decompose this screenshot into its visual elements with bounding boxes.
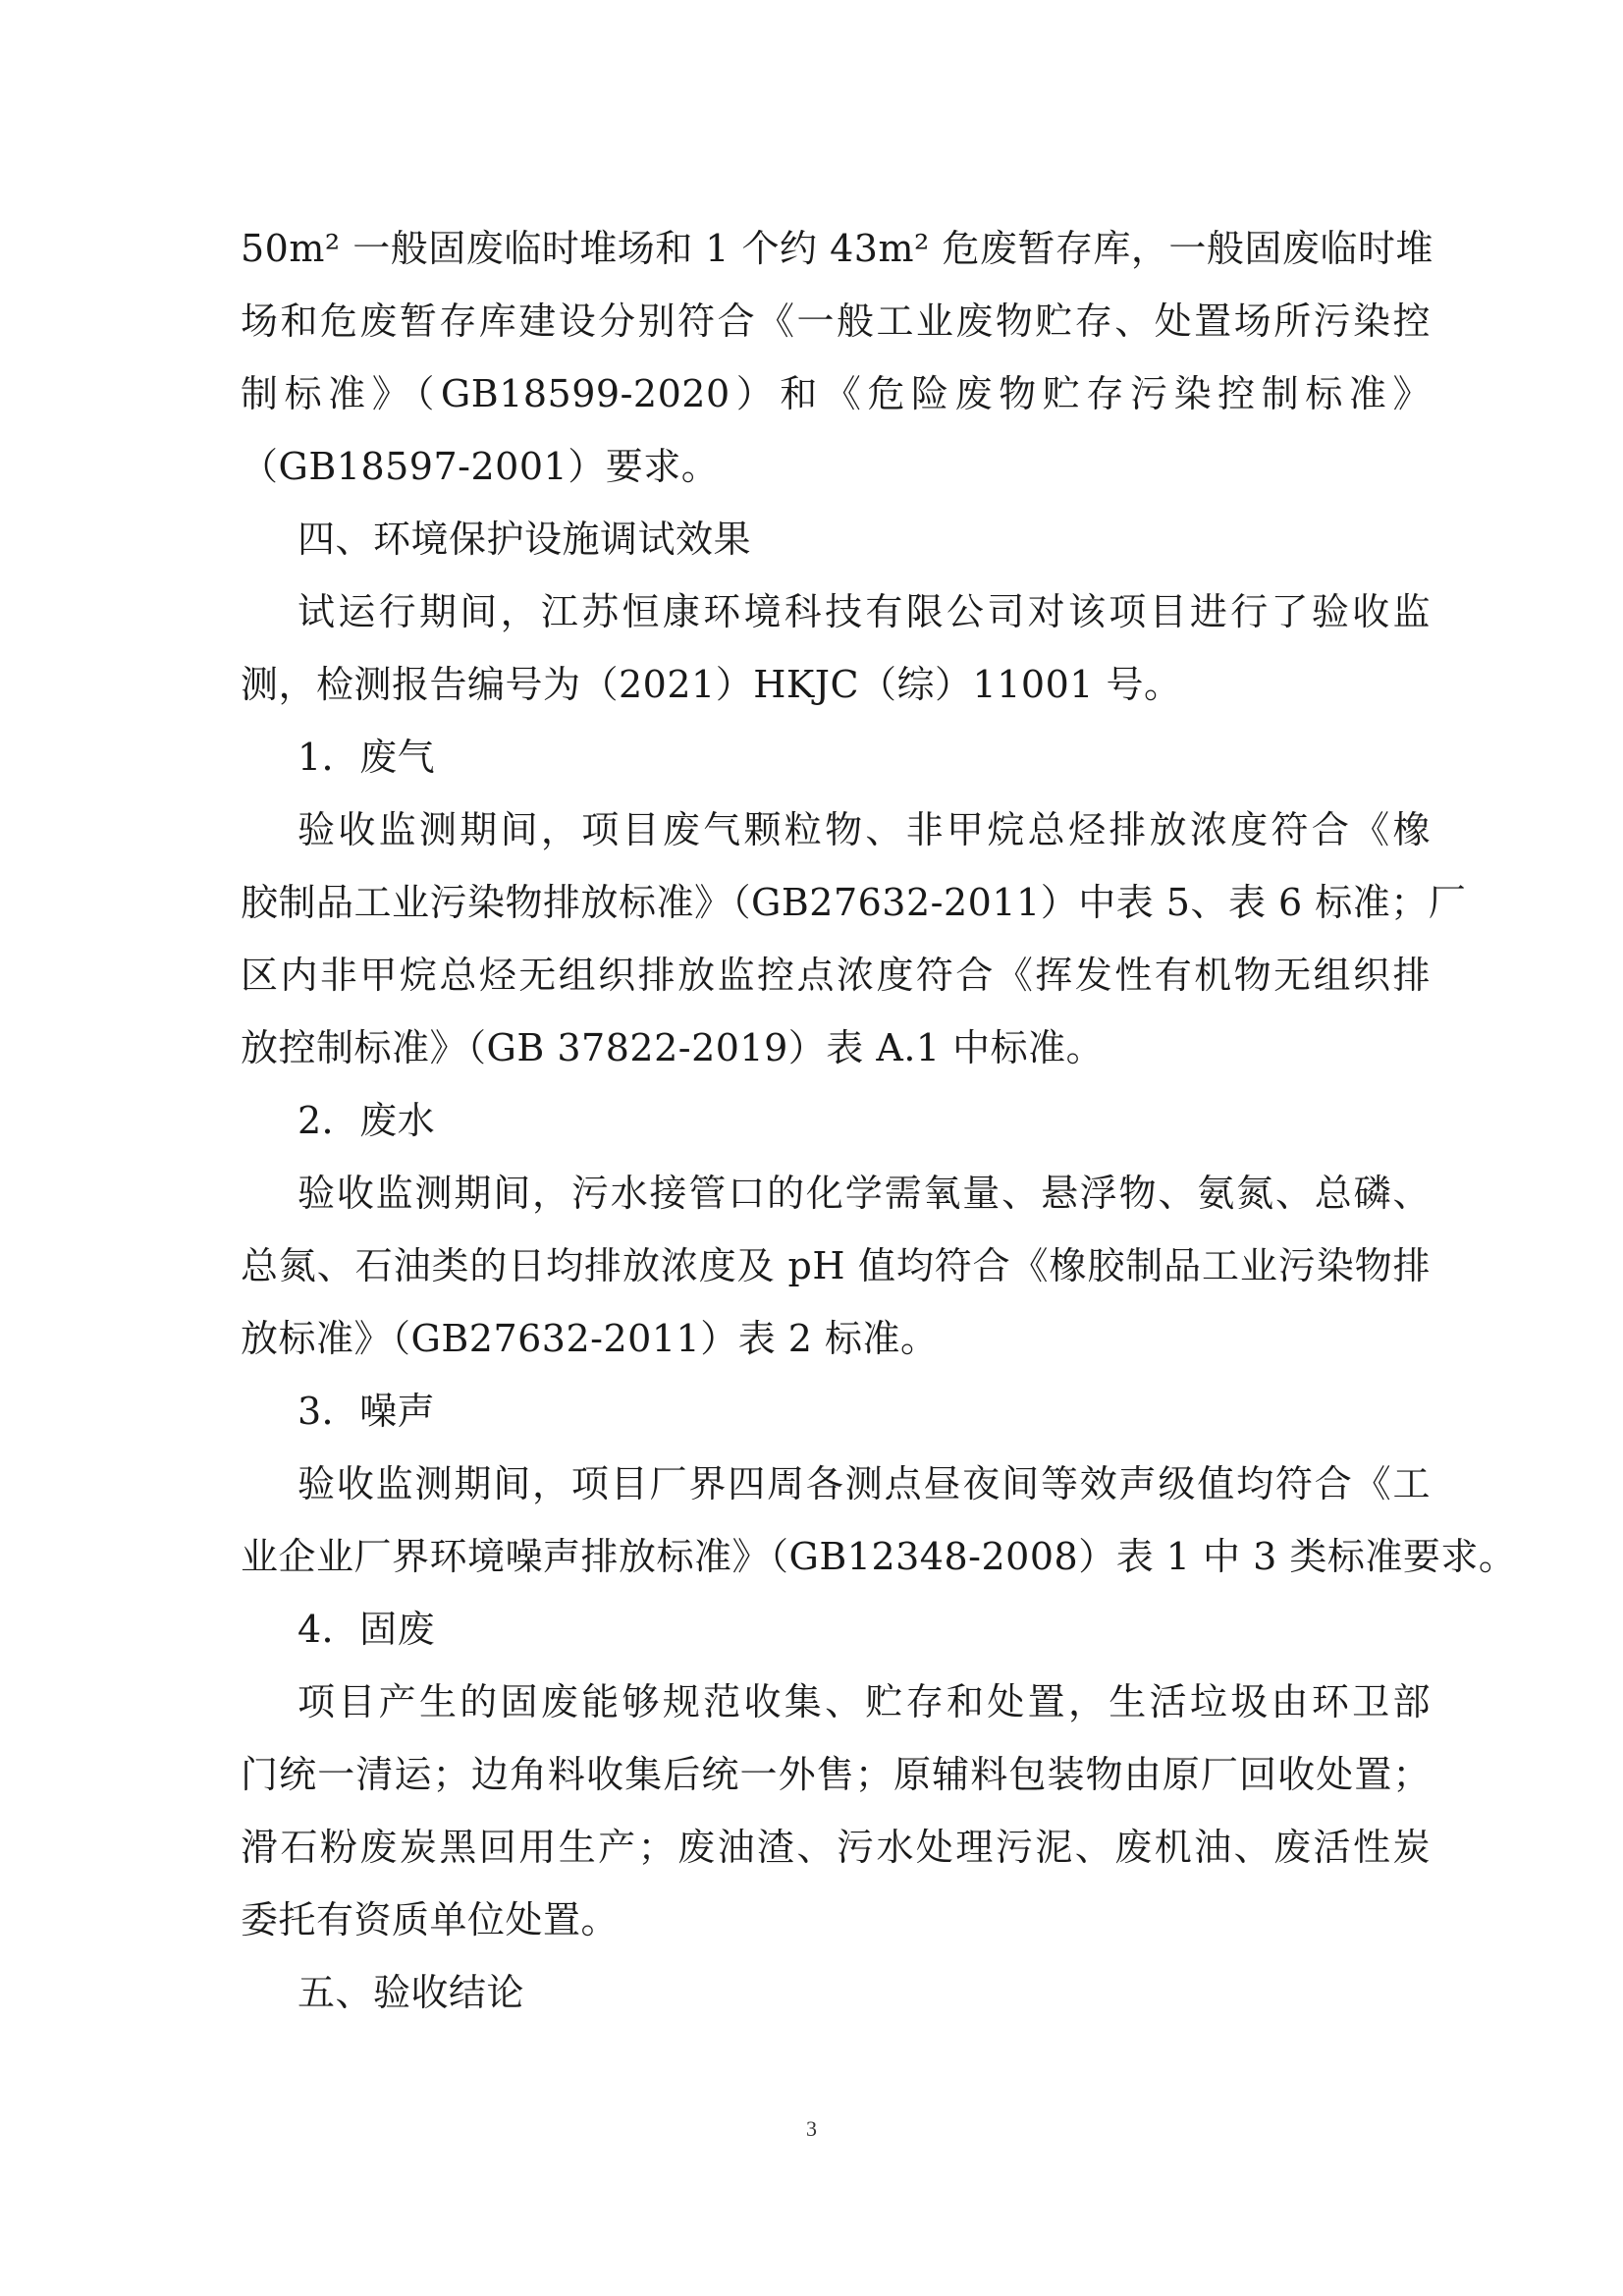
body-line: 试运行期间，江苏恒康环境科技有限公司对该项目进行了验收监	[298, 590, 1431, 633]
subsection-heading: 2．废水	[298, 1099, 436, 1142]
body-line: 验收监测期间，项目废气颗粒物、非甲烷总烃排放浓度符合《橡	[298, 808, 1431, 851]
body-line: 场和危废暂存库建设分别符合《一般工业废物贮存、处置场所污染控	[241, 300, 1431, 343]
body-line: 50m² 一般固废临时堆场和 1 个约 43m² 危废暂存库，一般固废临时堆	[241, 227, 1434, 270]
body-line: 验收监测期间，污水接管口的化学需氧量、悬浮物、氨氮、总磷、	[298, 1172, 1431, 1215]
subsection-heading: 4．固废	[298, 1608, 436, 1651]
body-line: 放控制标准》（GB 37822-2019）表 A.1 中标准。	[241, 1026, 1105, 1069]
body-line: 门统一清运；边角料收集后统一外售；原辅料包装物由原厂回收处置；	[241, 1753, 1431, 1796]
section-heading: 四、环境保护设施调试效果	[298, 518, 752, 561]
body-line: 放标准》（GB27632-2011）表 2 标准。	[241, 1317, 939, 1360]
body-line: 业企业厂界环境噪声排放标准》（GB12348-2008）表 1 中 3 类标准要求。	[241, 1535, 1517, 1578]
body-line: 总氮、石油类的日均排放浓度及 pH 值均符合《橡胶制品工业污染物排	[241, 1244, 1431, 1287]
body-line: （GB18597-2001）要求。	[241, 445, 720, 488]
subsection-heading: 1．废气	[298, 736, 436, 779]
body-line: 委托有资质单位处置。	[241, 1898, 620, 1941]
body-line: 制标准》（GB18599-2020）和《危险废物贮存污染控制标准》	[241, 372, 1431, 415]
subsection-heading: 3．噪声	[298, 1390, 436, 1433]
section-heading: 五、验收结论	[298, 1971, 525, 2014]
body-line: 测，检测报告编号为（2021）HKJC（综）11001 号。	[241, 663, 1182, 706]
page-number: 3	[806, 2116, 817, 2141]
body-line: 项目产生的固废能够规范收集、贮存和处置，生活垃圾由环卫部	[298, 1680, 1431, 1723]
document-body	[241, 212, 1517, 2029]
body-line: 区内非甲烷总烃无组织排放监控点浓度符合《挥发性有机物无组织排	[241, 954, 1431, 997]
body-line: 验收监测期间，项目厂界四周各测点昼夜间等效声级值均符合《工	[298, 1462, 1431, 1505]
body-line: 胶制品工业污染物排放标准》（GB27632-2011）中表 5、表 6 标准；厂	[241, 881, 1467, 924]
body-line: 滑石粉废炭黑回用生产；废油渣、污水处理污泥、废机油、废活性炭	[241, 1826, 1431, 1869]
